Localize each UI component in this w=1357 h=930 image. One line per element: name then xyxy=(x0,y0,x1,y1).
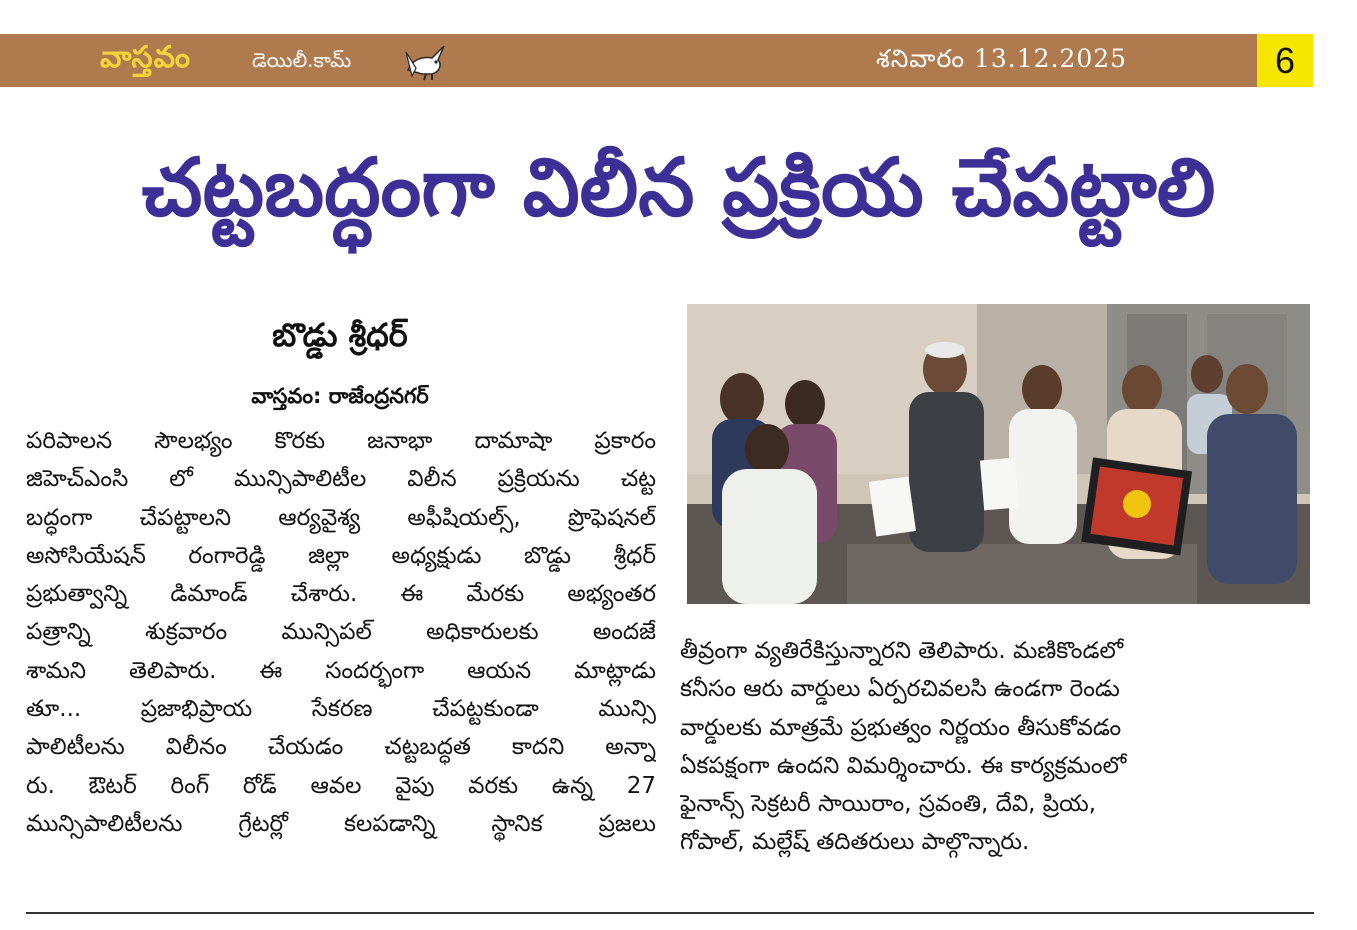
brand-name: వాస్తవం xyxy=(100,40,192,75)
text-line: రు. ఔటర్ రింగ్ రోడ్ ఆవల వైపు వరకు ఉన్న 27 xyxy=(26,772,656,799)
text-line: అసోసియేషన్ రంగారెడ్డి జిల్లా అధ్యక్షుడు బొడ్డు శ్రీధర్ xyxy=(26,542,656,569)
text-line: పరిపాలన సౌలభ్యం కొరకు జనాభా దామాషా ప్రకారం xyxy=(26,428,656,454)
byline: బొడ్డు శ్రీధర్ xyxy=(272,316,408,354)
text-line: తీవ్రంగా వ్యతిరేకిస్తున్నారని తెలిపారు. మణికొండలో xyxy=(680,638,1124,664)
photo-illustration xyxy=(687,304,1310,604)
article-column-2 xyxy=(680,632,1312,862)
text-line: ప్రభుత్వాన్ని డిమాండ్ చేశారు. ఈ మేరకు అభ్యంతర xyxy=(26,581,656,608)
text-line: కనీసం ఆరు వార్డులు ఏర్పరచివలసి ఉండగా రెండు xyxy=(680,676,1120,703)
text-line: తూ... ప్రజాభిప్రాయ సేకరణ చేపట్టకుండా మున్సి xyxy=(26,696,656,723)
text-line: బద్ధంగా చేపట్టాలని ఆర్యవైశ్య అఫీషియల్స్, ప్రొఫెషనల్ xyxy=(26,504,656,531)
text-line: పత్రాన్ని శుక్రవారం మున్సిపల్ అధికారులకు అందజే xyxy=(26,619,656,646)
text-line: శామని తెలిపారు. ఈ సందర్భంగా ఆయన మాట్లాడు xyxy=(26,657,656,684)
text-line: జిహెచ్ఎంసి లో మున్సిపాలిటీల విలీన ప్రక్రియను చట్ట xyxy=(26,466,656,493)
bird-logo-icon xyxy=(402,40,450,82)
headline: చట్టబద్ధంగా విలీన ప్రక్రియ చేపట్టాలి xyxy=(141,141,1216,234)
masthead xyxy=(0,34,1313,87)
article-column-1 xyxy=(26,422,656,843)
bottom-rule xyxy=(26,912,1314,914)
text-line: మున్సిపాలిటీలను గ్రేటర్లో కలపడాన్ని స్థానిక ప్రజలు xyxy=(26,810,656,837)
issue-date: శనివారం 13.12.2025 xyxy=(876,44,1128,73)
dateline: వాస్తవం: రాజేంద్రనగర్ xyxy=(251,384,429,408)
page-number: 6 xyxy=(1257,34,1313,87)
text-line: గోపాల్, మల్లేష్ తదితరులు పాల్గొన్నారు. xyxy=(680,829,1030,856)
text-line: ఫైనాన్స్ సెక్రటరీ సాయిరాం, స్రవంతి, దేవి, ప్రియ, xyxy=(680,791,1097,818)
brand-subtitle: డెయిలీ.కామ్ xyxy=(252,48,352,72)
news-photo xyxy=(687,304,1310,604)
text-line: పాలిటీలను విలీనం చేయడం చట్టబద్ధత కాదని అన్నా xyxy=(26,734,656,761)
text-line: ఏకపక్షంగా ఉందని విమర్శించారు. ఈ కార్యక్రమంలో xyxy=(680,752,1127,779)
text-line: వార్డులకు మాత్రమే ప్రభుత్వం నిర్ణయం తీసుకోవడం xyxy=(680,714,1122,741)
